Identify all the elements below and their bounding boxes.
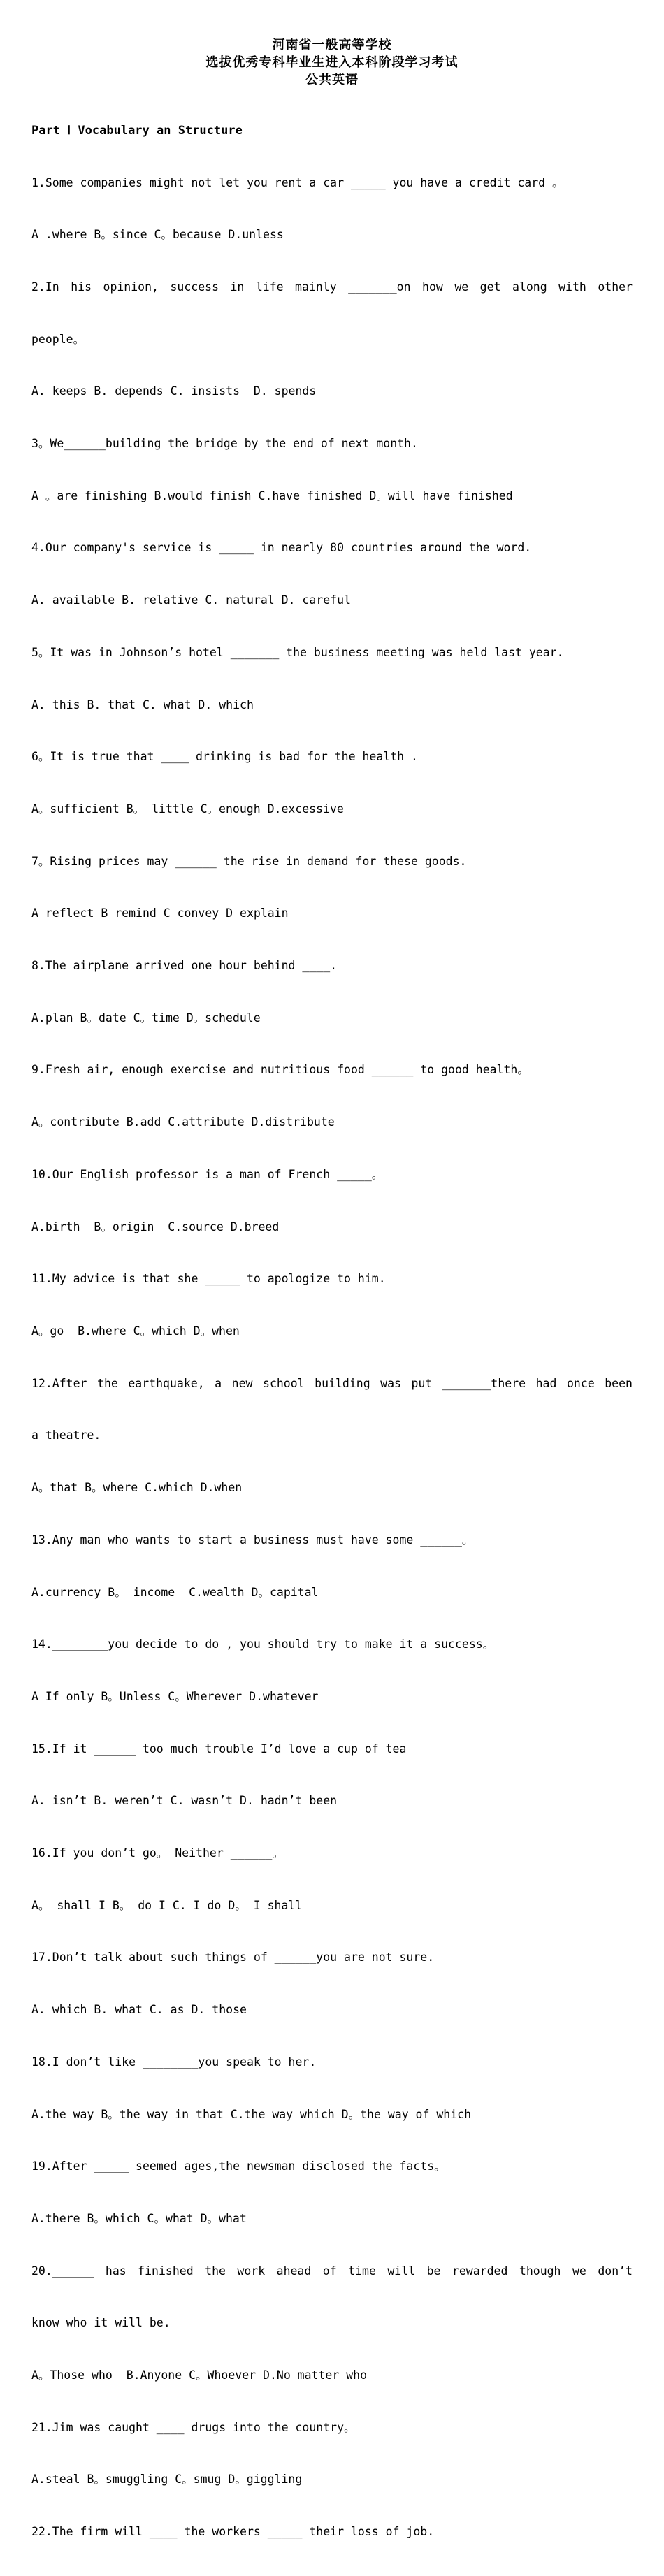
question-line: 15.If it ______ too much trouble I’d love a cup of tea: [31, 1742, 407, 1756]
options-line: A. isn’t B. weren’t C. wasn’t D. hadn’t been: [31, 1794, 338, 1808]
options-line: A. which B. what C. as D. those: [31, 2003, 247, 2017]
options-line: A.the way B。the way in that C.the way which D。the way of which: [31, 2107, 472, 2121]
question-line: 14.________you decide to do , you should try to make it a success。: [31, 1637, 495, 1651]
question-line: 22.The firm will ____ the workers _____ their loss of job.: [31, 2525, 435, 2539]
question-line: 21.Jim was caught ____ drugs into the country。: [31, 2420, 356, 2434]
options-line: A .where B。since C。because D.unless: [31, 228, 284, 242]
question-line: 20.______ has finished the work ahead of time will be rewarded though we don’t: [31, 2264, 633, 2278]
options-line: A。that B。where C.which D.when: [31, 1481, 243, 1495]
options-line: A If only B。Unless C。Wherever D.whatever: [31, 1689, 319, 1703]
question-line: 19.After _____ seemed ages,the newsman disclosed the facts。: [31, 2159, 446, 2173]
exam-body: [31, 87, 633, 2576]
options-line: A.there B。which C。what D。what: [31, 2211, 247, 2225]
question-line: 13.Any man who wants to start a business must have some ______。: [31, 1533, 474, 1547]
question-line-continued: people。: [31, 332, 85, 346]
question-line: 6。It is true that ____ drinking is bad for the health .: [31, 750, 418, 764]
section-title: Part Ⅰ Vocabulary an Structure: [31, 123, 243, 138]
question-line: 9.Fresh air, enough exercise and nutritious food ______ to good health。: [31, 1063, 529, 1077]
options-line: A 。are finishing B.would finish C.have finished D。will have finished: [31, 489, 513, 502]
question-line: 10.Our English professor is a man of French _____。: [31, 1167, 384, 1181]
question-line: 1.Some companies might not let you rent a car _____ you have a credit card 。: [31, 175, 564, 189]
options-line: A reflect B remind C convey D explain: [31, 906, 289, 920]
question-line: 2.In his opinion, success in life mainly _______on how we get along with other: [31, 280, 633, 294]
question-line: 18.I don’t like ________you speak to her.: [31, 2055, 317, 2069]
header-exam-name: 选拔优秀专科毕业生进入本科阶段学习考试: [205, 55, 459, 70]
header-subject: 公共英语: [305, 73, 359, 87]
options-line: A.steal B。smuggling C。smug D。giggling: [31, 2473, 303, 2487]
options-line: A. available B. relative C. natural D. careful: [31, 593, 351, 607]
question-line: 12.After the earthquake, a new school building was put _______there had once been: [31, 1376, 633, 1390]
options-line: A. this B. that C. what D. which: [31, 697, 254, 711]
options-line: A。sufficient B。 little C。enough D.excessive: [31, 802, 344, 816]
options-line: A.currency B。 income C.wealth D。capital: [31, 1585, 319, 1599]
options-line: A。contribute B.add C.attribute D.distribute: [31, 1115, 335, 1129]
question-line: 4.Our company's service is _____ in nearly 80 countries around the word.: [31, 541, 532, 555]
question-line: 16.If you don’t go。 Neither ______。: [31, 1846, 284, 1860]
question-line-continued: a theatre.: [31, 1428, 101, 1442]
options-line: A。go B.where C。which D。when: [31, 1324, 240, 1338]
question-line: 8.The airplane arrived one hour behind ____.: [31, 959, 338, 973]
question-line-continued: know who it will be.: [31, 2316, 171, 2330]
question-line: 3。We______building the bridge by the end of next month.: [31, 437, 418, 451]
question-line: 5。It was in Johnson’s hotel _______ the business meeting was held last year.: [31, 645, 564, 659]
question-line: 11.My advice is that she _____ to apologize to him.: [31, 1272, 386, 1286]
options-line: A。Those who B.Anyone C。Whoever D.No matter who: [31, 2368, 368, 2382]
options-line: A. keeps B. depends C. insists D. spends: [31, 384, 317, 398]
question-line: 7。Rising prices may ______ the rise in demand for these goods.: [31, 854, 467, 868]
options-line: A.birth B。origin C.source D.breed: [31, 1220, 280, 1233]
document-header: [0, 36, 664, 89]
options-line: A.plan B。date C。time D。schedule: [31, 1011, 261, 1025]
options-line: A。 shall I B。 do I C. I do D。 I shall: [31, 1898, 303, 1912]
header-institution: 河南省一般高等学校: [272, 38, 392, 52]
question-line: 17.Don’t talk about such things of ______you are not sure.: [31, 1951, 435, 1964]
